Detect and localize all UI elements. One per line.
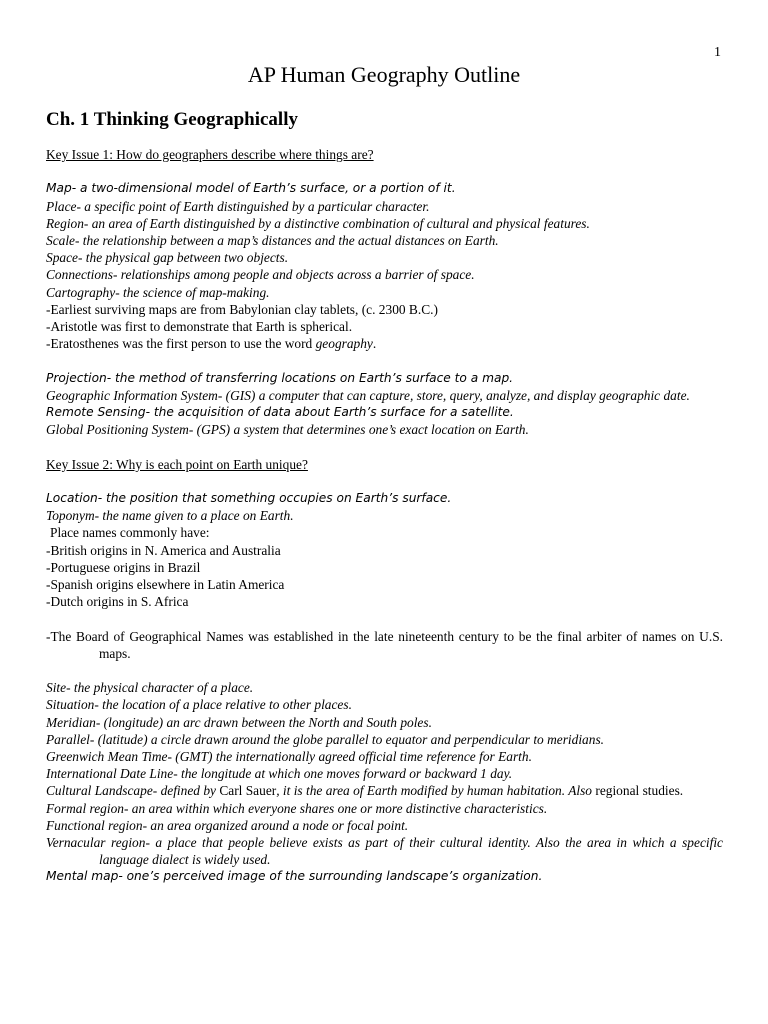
definition-line: Location- the position that something occupies on Earth’s surface. — [46, 491, 452, 505]
list-item: -Portuguese origins in Brazil — [46, 559, 201, 575]
definition-text: Cultural Landscape- defined by — [46, 783, 220, 799]
document-title: AP Human Geography Outline — [247, 62, 521, 87]
definition-line: Formal region- an area within which everyone shares one or more distinctive characteristics. — [46, 800, 548, 816]
definition-line: International Date Line- the longitude at which one moves forward or backward 1 day. — [46, 766, 513, 782]
definition-line: Functional region- an area organized around a node or focal point. — [46, 817, 409, 833]
definition-line: Vernacular region- a place that people believe exists as part of their cultural identity. Also the area in which a specific language dialect is widely used. — [46, 835, 723, 868]
definition-line: Toponym- the name given to a place on Earth. — [46, 508, 294, 524]
definition-text: regional studies. — [595, 783, 684, 799]
fact-line: -Aristotle was first to demonstrate that Earth is spherical. — [46, 319, 353, 335]
fact-text: -Eratosthenes was the first person to use the word — [46, 336, 316, 352]
fact-line: -Earliest surviving maps are from Babylonian clay tablets, (c. 2300 B.C.) — [46, 301, 438, 317]
definition-line: Projection- the method of transferring locations on Earth’s surface to a map. — [46, 370, 514, 385]
key-issue-1-heading: Key Issue 1: How do geographers describe where things are? — [46, 147, 374, 162]
definition-line: Place- a specific point of Earth distinguished by a particular character. — [46, 198, 430, 214]
fact-text: . — [372, 336, 377, 352]
document-body — [46, 146, 723, 886]
definition-line: Remote Sensing- the acquisition of data about Earth’s surface for a satellite. — [46, 405, 514, 420]
definition-line: Greenwich Mean Time- (GMT) the internationally agreed official time reference for Earth. — [46, 749, 532, 765]
fact-emphasis: geography — [315, 336, 373, 352]
definition-line: Situation- the location of a place relative to other places. — [46, 697, 352, 713]
definition-line: Connections- relationships among people and objects across a barrier of space. — [46, 267, 475, 283]
definition-line: Map- a two-dimensional model of Earth’s surface, or a portion of it. — [46, 181, 456, 196]
definition-line: Cartography- the science of map-making. — [46, 284, 270, 300]
definition-line: Meridian- (longitude) an arc drawn between the North and South poles. — [46, 714, 432, 730]
definition-line: Global Positioning System- (GPS) a system that determines one’s exact location on Earth. — [46, 422, 529, 438]
chapter-heading: Ch. 1 Thinking Geographically — [46, 109, 298, 130]
list-item: -Dutch origins in S. Africa — [46, 594, 189, 610]
definition-line: Site- the physical character of a place. — [46, 680, 254, 696]
definition-text: Carl Sauer — [219, 783, 277, 799]
definition-line: Geographic Information System- (GIS) a computer that can capture, store, query, analyze, and display geographic date. — [46, 387, 690, 403]
definition-line: Space- the physical gap between two objects. — [46, 250, 289, 266]
definition-line — [46, 782, 723, 799]
definition-line: Scale- the relationship between a map’s distances and the actual distances on Earth. — [46, 233, 499, 248]
definition-line: Mental map- one’s perceived image of the surrounding landscape’s organization. — [46, 869, 543, 884]
page-number: 1 — [714, 45, 721, 60]
key-issue-2-heading: Key Issue 2: Why is each point on Earth unique? — [46, 456, 308, 472]
list-item: -Spanish origins elsewhere in Latin America — [46, 577, 285, 593]
definition-text: , it is the area of Earth modified by human habitation. Also — [276, 783, 596, 799]
definition-line: Region- an area of Earth distinguished by a distinctive combination of cultural and physical features. — [46, 215, 590, 231]
list-item: -British origins in N. America and Australia — [46, 542, 281, 558]
fact-line: Place names commonly have: — [50, 525, 210, 541]
fact-line — [46, 335, 723, 352]
fact-line: -The Board of Geographical Names was established in the late nineteenth century to be the final arbiter of names on U.S. maps. — [46, 628, 723, 661]
definition-line: Parallel- (latitude) a circle drawn around the globe parallel to equator and perpendicular to meridians. — [46, 731, 604, 747]
